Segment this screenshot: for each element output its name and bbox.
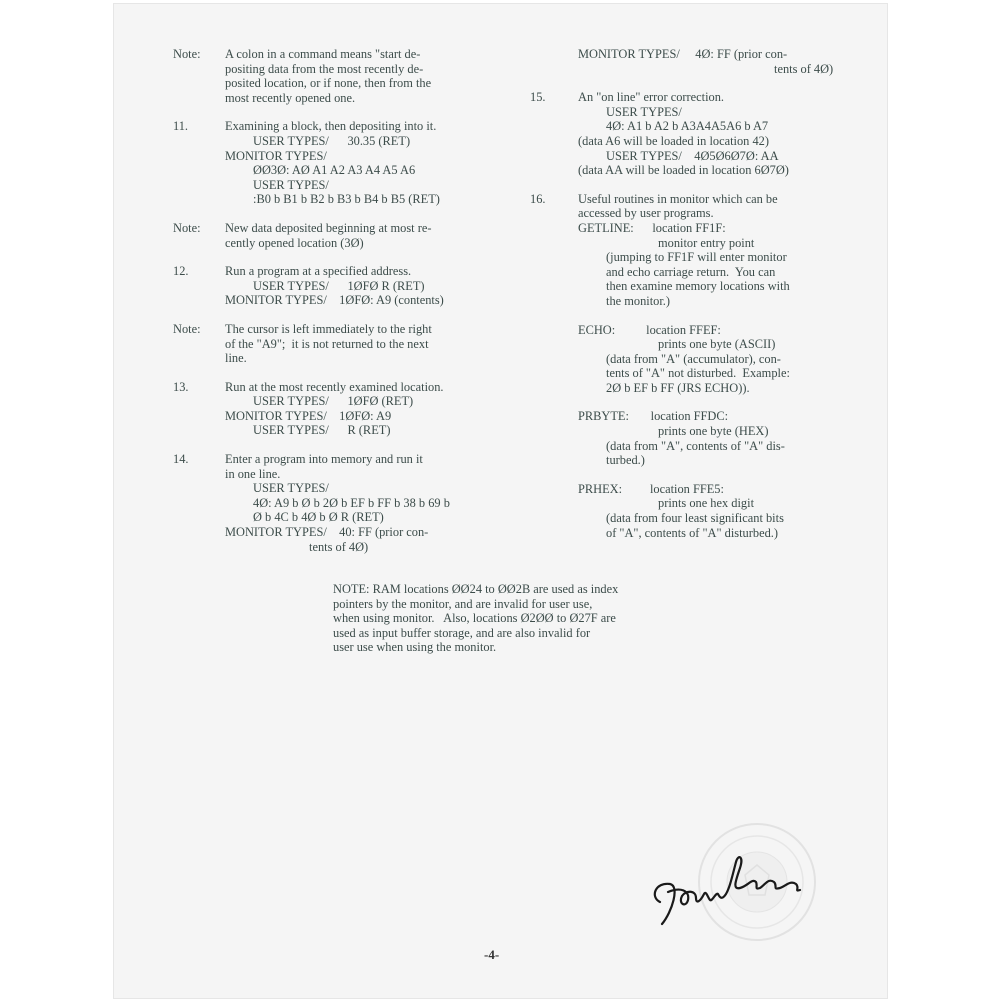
section-line: Run at the most recently examined location. [225, 379, 444, 394]
section-line: then examine memory locations with [606, 279, 790, 294]
section-label: 11. [173, 119, 189, 134]
section-line: in one line. [225, 466, 281, 481]
section-item [173, 322, 503, 366]
section-line: (data AA will be loaded in location 6Ø7Ø) [578, 163, 789, 178]
section-line: tents of 4Ø) [309, 539, 369, 554]
section-line: (data from "A" (accumulator), con- [606, 351, 781, 366]
section-line: Enter a program into memory and run it [225, 452, 423, 467]
section-item [530, 90, 850, 178]
section-line: prints one hex digit [658, 496, 755, 511]
section-item [530, 482, 850, 540]
section-line: (data A6 will be loaded in location 42) [578, 133, 769, 148]
section-item [173, 119, 503, 207]
continuation-line: tents of 4Ø) [774, 61, 834, 76]
section-item [530, 323, 850, 396]
section-label: 13. [173, 379, 189, 394]
section-line: line. [225, 351, 247, 366]
right-column-items [530, 90, 850, 540]
section-line: USER TYPES/ R (RET) [253, 423, 391, 438]
bottom-note-line: pointers by the monitor, and are invalid for user use, [333, 596, 593, 611]
section-line: MONITOR TYPES/ [225, 148, 327, 163]
section-line: USER TYPES/ 1ØFØ R (RET) [253, 278, 425, 293]
section-line: An "on line" error correction. [578, 90, 725, 105]
section-line: USER TYPES/ 4Ø5Ø6Ø7Ø: AA [606, 148, 779, 163]
section-line: PRBYTE: location FFDC: [578, 409, 729, 424]
section-line: cently opened location (3Ø) [225, 235, 364, 250]
bottom-note-line: used as input buffer storage, and are also invalid for [333, 625, 591, 640]
section-line: posited location, or if none, then from the [225, 76, 432, 91]
section-line: (jumping to FF1F will enter monitor [606, 250, 787, 265]
bottom-note-line: user use when using the monitor. [333, 640, 497, 655]
left-column [173, 47, 503, 568]
section-item [173, 380, 503, 438]
section-item [530, 192, 850, 309]
section-line: GETLINE: location FF1F: [578, 220, 726, 235]
section-line: 2Ø b EF b FF (JRS ECHO)). [606, 380, 750, 395]
section-line: most recently opened one. [225, 90, 356, 105]
section-line: Ø b 4C b 4Ø b Ø R (RET) [253, 510, 384, 525]
section-line: Run a program at a specified address. [225, 264, 412, 279]
section-item [173, 264, 503, 308]
section-line: MONITOR TYPES/ 1ØFØ: A9 (contents) [225, 293, 444, 308]
section-item [173, 452, 503, 554]
section-label: 12. [173, 264, 189, 279]
section-line: (data from "A", contents of "A" dis- [606, 438, 785, 453]
section-line: of the "A9"; it is not returned to the next [225, 336, 429, 351]
section-line: USER TYPES/ [253, 177, 329, 192]
section-label: Note: [173, 47, 201, 61]
section-line: turbed.) [606, 453, 645, 468]
section-line: ØØ3Ø: AØ A1 A2 A3 A4 A5 A6 [253, 163, 416, 178]
section-line: positing data from the most recently de- [225, 61, 424, 76]
section-label: Note: [173, 321, 201, 336]
section-line: MONITOR TYPES/ 1ØFØ: A9 [225, 408, 392, 423]
right-column [530, 47, 850, 554]
section-line: USER TYPES/ [253, 481, 329, 496]
section-label: 15. [530, 90, 546, 105]
section-line: (data from four least significant bits [606, 511, 784, 526]
section-line: tents of "A" not disturbed. Example: [606, 366, 790, 381]
section-line: PRHEX: location FFE5: [578, 481, 724, 496]
section-item [530, 409, 850, 467]
handwritten-signature-icon [640, 832, 820, 932]
section-line: accessed by user programs. [578, 206, 714, 221]
section-line: USER TYPES/ [606, 104, 682, 119]
right-column-continuation [530, 47, 850, 76]
section-line: of "A", contents of "A" disturbed.) [606, 525, 778, 540]
bottom-note [333, 582, 698, 655]
section-line: prints one byte (HEX) [658, 424, 769, 439]
section-line: ECHO: location FFEF: [578, 322, 721, 337]
section-line: 4Ø: A9 b Ø b 2Ø b EF b FF b 38 b 69 b [253, 495, 450, 510]
section-line: MONITOR TYPES/ 40: FF (prior con- [225, 525, 429, 540]
section-item [173, 221, 503, 250]
section-label: 16. [530, 191, 546, 206]
continuation-line: MONITOR TYPES/ 4Ø: FF (prior con- [578, 47, 788, 61]
section-label: 14. [173, 452, 189, 467]
bottom-note-line: when using monitor. Also, locations Ø2ØØ to Ø27F are [333, 611, 616, 626]
section-item [173, 47, 503, 105]
page-number: -4- [484, 947, 500, 962]
section-line: Useful routines in monitor which can be [578, 191, 778, 206]
section-line: prints one byte (ASCII) [658, 337, 776, 352]
section-line: USER TYPES/ 1ØFØ (RET) [253, 394, 414, 409]
bottom-note-line: NOTE: RAM locations ØØ24 to ØØ2B are used as index [333, 582, 619, 596]
section-line: A colon in a command means "start de- [225, 47, 421, 61]
section-line: The cursor is left immediately to the right [225, 321, 432, 336]
section-label: Note: [173, 220, 201, 235]
section-line: monitor entry point [658, 235, 755, 250]
section-line: USER TYPES/ 30.35 (RET) [253, 133, 411, 148]
section-line: the monitor.) [606, 293, 671, 308]
section-line: and echo carriage return. You can [606, 264, 776, 279]
section-line: Examining a block, then depositing into it. [225, 119, 437, 134]
section-line: :B0 b B1 b B2 b B3 b B4 b B5 (RET) [253, 192, 440, 207]
section-line: New data deposited beginning at most re- [225, 220, 432, 235]
section-line: 4Ø: A1 b A2 b A3A4A5A6 b A7 [606, 119, 769, 134]
